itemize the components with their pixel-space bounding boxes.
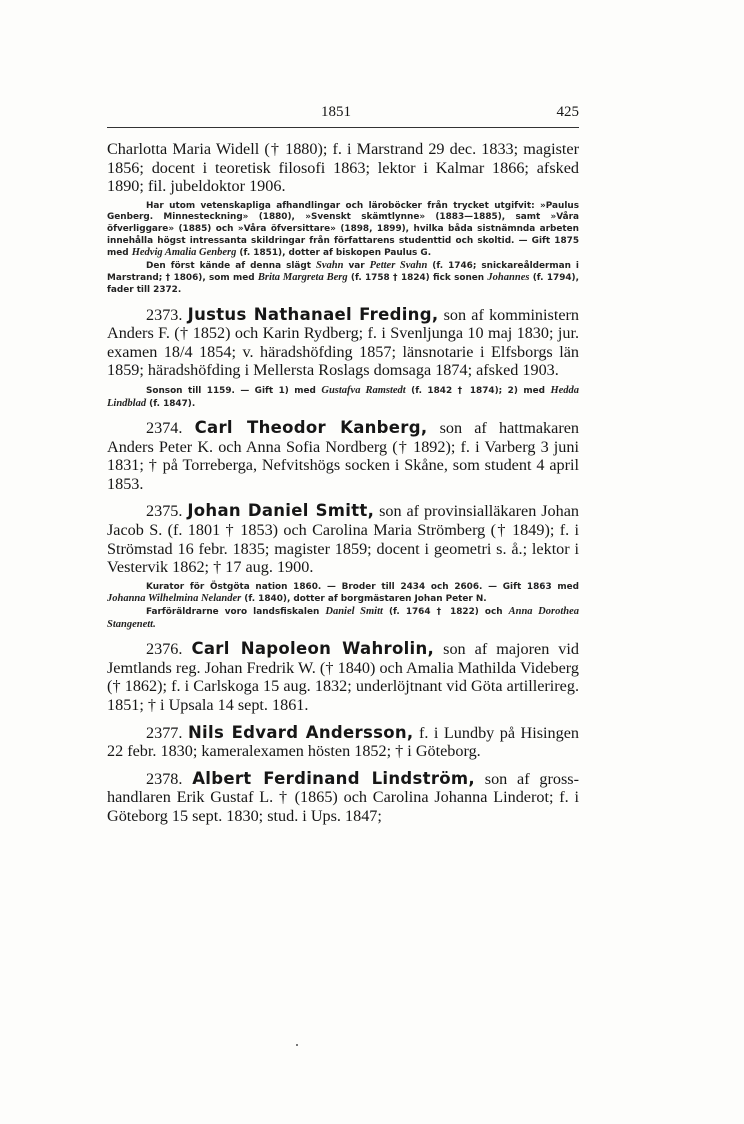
entry-2375: [107, 502, 579, 631]
entry-name: Nils Edvard Andersson,: [187, 722, 414, 742]
entry-number: 2373.: [146, 305, 183, 324]
entry-text: son af hattmakaren Anders Peter K. och Anna Sofia Nordberg († 1892); f. i Varberg 3 juni 1831; † på Torreberga, Nefvitshögs socken i Skåne, som student 4 april 1853.: [107, 419, 580, 493]
entry-number: 2378.: [146, 769, 183, 788]
entry-2373: [107, 306, 579, 411]
entry-2378: [107, 770, 579, 826]
entry-text: son af komministern Anders F. († 1852) och Karin Rydberg; f. i Svenljunga 10 maj 1830; jur. examen 18/4 1854; v. häradshöfding 1857; länsnotarie i Elfsborgs län 1859; häradshöfding i Mellersta Roslags domsaga 1874; afsked 1903.: [107, 305, 579, 380]
page-body: [107, 140, 579, 826]
running-header: [107, 104, 579, 126]
entry-2377: [107, 724, 579, 761]
entry-name: Albert Ferdinand Lindström,: [192, 768, 475, 788]
entry-text: son af grosshandlaren Erik Gustaf L. † (1865) och Carolina Johanna Linderot; f. i Göteborg 15 sept. 1830; stud. i Ups. 1847;: [107, 769, 579, 825]
entry-note: Farföräldrarne voro landsfiskalen Daniel Smitt (f. 1764 † 1822) och Anna Dorothea Stangenett.: [107, 606, 579, 630]
entry-2376: [107, 640, 579, 714]
header-rule: [107, 127, 579, 128]
entry-2374: [107, 419, 579, 493]
header-year: 1851: [321, 104, 351, 120]
page-number: 425: [556, 104, 579, 120]
entry-note: Sonson till 1159. — Gift 1) med Gustafva Ramstedt (f. 1842 † 1874); 2) med Hedda Lindblad (f. 1847).: [107, 384, 580, 409]
entry-number: 2375.: [146, 502, 183, 521]
entry-name: Carl Theodor Kanberg,: [194, 418, 428, 438]
entry-name: Justus Nathanael Freding,: [187, 304, 439, 324]
entry-continuation-text: Charlotta Maria Widell († 1880); f. i Marstrand 29 dec. 1833; magister 1856; docent i teoretisk filosofi 1863; lektor i Kalmar 1866; afsked 1890; fil. jubeldoktor 1906.: [107, 140, 579, 196]
entry-text: son af majoren vid Jemtlands reg. Johan Fredrik W. († 1840) och Amalia Mathilda Videberg († 1862); f. i Carlskoga 15 aug. 1832; underlöjtnant vid Göta artillerireg. 1851; † i Upsala 14 sept. 1861.: [107, 640, 579, 714]
entry-number: 2374.: [146, 419, 183, 438]
print-speck: [296, 1044, 298, 1046]
entry-number: 2376.: [146, 640, 183, 659]
entry-text: f. i Lundby på Hisingen 22 febr. 1830; kameralexamen hösten 1852; † i Göteborg.: [107, 723, 579, 761]
entry-note: Kurator för Östgöta nation 1860. — Broder till 2434 och 2606. — Gift 1863 med Johanna Wilhelmina Nelander (f. 1840), dotter af borgmästaren Johan Peter N.: [107, 581, 579, 605]
entry-number: 2377.: [146, 723, 183, 742]
entry-name: Carl Napoleon Wahrolin,: [191, 639, 435, 659]
entry-name: Johan Daniel Smitt,: [187, 501, 375, 521]
entry-continuation-note-1: Har utom vetenskapliga afhandlingar och läroböcker från trycket utgifvit: »Paulus Genberg. Minnesteckning» (1880), »Svenskt skämtlynne» (1883—1885), samt »Våra öfverliggare» (1885) och »Våra öfversittare» (1898, 1899), hvilka båda sistnämnda arbeten innehålla högst intressanta skildringar från författarens studenttid och skoltid. — Gift 1875 med Hedvig Amalia Genberg (f. 1851), dotter af biskopen Paulus G.: [107, 200, 579, 259]
entry-text: son af provinsialläkaren Johan Jacob S. (f. 1801 † 1853) och Carolina Maria Strömberg († 1849); f. i Strömstad 16 febr. 1835; magister 1859; docent i geometri s. å.; lektor i Vestervik 1862; † 17 aug. 1900.: [107, 502, 579, 577]
entry-continuation-note-2: Den först kände af denna slägt Svahn var Petter Svahn (f. 1746; snickareålderman i Marstrand; † 1806), som med Brita Margreta Berg (f. 1758 † 1824) fick sonen Johannes (f. 1794), fader till 2372.: [107, 259, 579, 295]
